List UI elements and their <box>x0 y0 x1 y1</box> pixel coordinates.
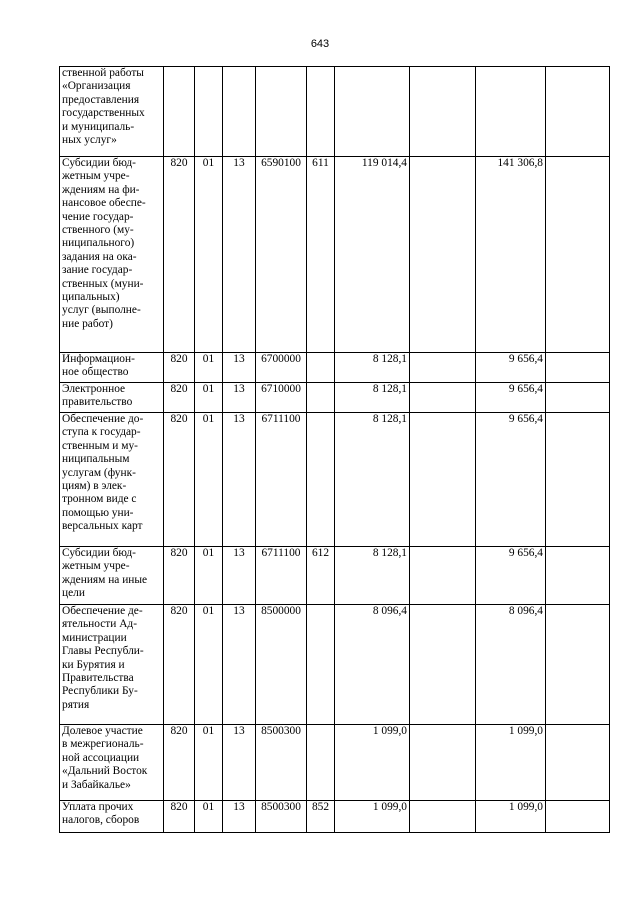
item-name-line: Информацион- <box>62 353 135 365</box>
item-name-line: министрации <box>62 631 127 644</box>
target-article-cell: 8500300 <box>256 801 307 833</box>
empty-cell <box>410 383 476 413</box>
target-article-cell: 8500000 <box>256 605 307 725</box>
ministry-cell: 820 <box>164 157 195 353</box>
empty-cell <box>546 383 610 413</box>
item-name-line: ной ассоциации <box>62 751 140 764</box>
subsection-cell: 13 <box>223 383 256 413</box>
item-name-line: ное общество <box>62 366 129 379</box>
empty-cell <box>546 353 610 383</box>
table-row <box>60 383 610 413</box>
item-name-line: «Дальний Восток <box>62 765 148 778</box>
target-article-cell <box>256 67 307 157</box>
item-name-cell <box>60 413 164 547</box>
amount-second-year-cell: 1 099,0 <box>476 801 546 833</box>
ministry-cell <box>164 67 195 157</box>
ministry-cell: 820 <box>164 725 195 801</box>
item-name-line: Уплата прочих <box>62 801 134 813</box>
amount-second-year-cell: 9 656,4 <box>476 383 546 413</box>
empty-cell <box>410 157 476 353</box>
item-name-line: ственных (муни- <box>62 277 144 290</box>
empty-cell <box>546 801 610 833</box>
amount-first-year-cell: 119 014,4 <box>335 157 410 353</box>
item-name-line: ниципальным <box>62 453 130 466</box>
amount-first-year-cell: 1 099,0 <box>335 725 410 801</box>
item-name-line: ственного (му- <box>62 224 134 237</box>
item-name-line: и муниципаль- <box>62 120 135 133</box>
table-row <box>60 353 610 383</box>
table-row <box>60 547 610 605</box>
item-name-line: Главы Республи- <box>62 645 144 658</box>
amount-first-year-cell <box>335 67 410 157</box>
item-name-line: налогов, сборов <box>62 814 140 827</box>
empty-cell <box>546 547 610 605</box>
item-name-line: услугам (функ- <box>62 466 136 479</box>
target-article-cell: 6700000 <box>256 353 307 383</box>
amount-second-year-cell: 9 656,4 <box>476 353 546 383</box>
item-name-line: рятия <box>62 698 90 711</box>
table-row <box>60 157 610 353</box>
ministry-cell: 820 <box>164 801 195 833</box>
item-name-line: Субсидии бюд- <box>62 547 136 559</box>
item-name-line: ние работ) <box>62 317 113 330</box>
amount-second-year-cell: 141 306,8 <box>476 157 546 353</box>
item-name-line: ятельности Ад- <box>62 618 138 631</box>
subsection-cell: 13 <box>223 547 256 605</box>
table-body <box>60 67 610 833</box>
item-name-line: и Забайкалье» <box>62 778 131 791</box>
amount-second-year-cell: 9 656,4 <box>476 547 546 605</box>
expense-type-cell <box>307 383 335 413</box>
item-name-cell <box>60 801 164 833</box>
item-name-line: ных услуг» <box>62 134 117 147</box>
amount-first-year-cell: 8 096,4 <box>335 605 410 725</box>
table-row <box>60 67 610 157</box>
section-cell: 01 <box>195 725 223 801</box>
ministry-cell: 820 <box>164 383 195 413</box>
table-row <box>60 801 610 833</box>
empty-cell <box>410 413 476 547</box>
item-name-line: ступа к государ- <box>62 426 141 439</box>
item-name-line: правительство <box>62 396 133 409</box>
item-name-line: Республики Бу- <box>62 685 138 698</box>
item-name-line: жетным учре- <box>62 560 130 573</box>
item-name-line: предоставления <box>62 93 140 106</box>
table-row <box>60 605 610 725</box>
item-name-cell <box>60 605 164 725</box>
item-name-line: версальных карт <box>62 520 143 533</box>
expense-type-cell <box>307 353 335 383</box>
ministry-cell: 820 <box>164 413 195 547</box>
item-name-line: Правительства <box>62 672 134 685</box>
item-name-line: зание государ- <box>62 264 133 277</box>
item-name-line: государственных <box>62 107 145 120</box>
item-name-cell <box>60 67 164 157</box>
subsection-cell: 13 <box>223 801 256 833</box>
section-cell: 01 <box>195 383 223 413</box>
item-name-line: ки Бурятия и <box>62 658 125 671</box>
item-name-line: ждениям на фи- <box>62 183 140 196</box>
expense-type-cell <box>307 605 335 725</box>
item-name-line: циям) в элек- <box>62 480 127 493</box>
item-name-line: жетным учре- <box>62 170 130 183</box>
subsection-cell: 13 <box>223 353 256 383</box>
item-name-line: ниципального) <box>62 237 135 250</box>
ministry-cell: 820 <box>164 605 195 725</box>
item-name-line: Долевое участие <box>62 725 143 737</box>
page-number: 643 <box>310 38 330 50</box>
empty-cell <box>410 353 476 383</box>
item-name-line: чение государ- <box>62 210 134 223</box>
section-cell: 01 <box>195 157 223 353</box>
section-cell: 01 <box>195 801 223 833</box>
expense-type-cell: 852 <box>307 801 335 833</box>
section-cell <box>195 67 223 157</box>
section-cell: 01 <box>195 413 223 547</box>
amount-first-year-cell: 8 128,1 <box>335 413 410 547</box>
expense-type-cell: 612 <box>307 547 335 605</box>
empty-cell <box>410 67 476 157</box>
item-name-line: ждениям на иные <box>62 573 148 586</box>
item-name-cell <box>60 383 164 413</box>
empty-cell <box>410 725 476 801</box>
subsection-cell <box>223 67 256 157</box>
item-name-line: ственным и му- <box>62 439 138 452</box>
empty-cell <box>546 67 610 157</box>
target-article-cell: 6710000 <box>256 383 307 413</box>
item-name-line: задания на ока- <box>62 250 137 263</box>
amount-first-year-cell: 8 128,1 <box>335 383 410 413</box>
item-name-line: Субсидии бюд- <box>62 157 136 169</box>
subsection-cell: 13 <box>223 413 256 547</box>
item-name-line: ственной работы <box>62 67 144 79</box>
item-name-line: «Организация <box>62 80 131 93</box>
item-name-line: Обеспечение до- <box>62 413 144 425</box>
expense-type-cell <box>307 67 335 157</box>
target-article-cell: 6590100 <box>256 157 307 353</box>
empty-cell <box>546 605 610 725</box>
section-cell: 01 <box>195 605 223 725</box>
item-name-cell <box>60 547 164 605</box>
expense-type-cell: 611 <box>307 157 335 353</box>
table-row <box>60 725 610 801</box>
section-cell: 01 <box>195 547 223 605</box>
amount-first-year-cell: 8 128,1 <box>335 547 410 605</box>
item-name-cell <box>60 353 164 383</box>
item-name-line: помощью уни- <box>62 506 134 519</box>
ministry-cell: 820 <box>164 547 195 605</box>
item-name-line: ципальных) <box>62 291 120 304</box>
empty-cell <box>410 801 476 833</box>
ministry-cell: 820 <box>164 353 195 383</box>
item-name-line: Обеспечение де- <box>62 605 143 617</box>
amount-first-year-cell: 1 099,0 <box>335 801 410 833</box>
empty-cell <box>546 413 610 547</box>
empty-cell <box>546 725 610 801</box>
subsection-cell: 13 <box>223 725 256 801</box>
item-name-line: услуг (выполне- <box>62 304 141 317</box>
item-name-line: тронном виде с <box>62 493 137 506</box>
item-name-line: цели <box>62 587 85 600</box>
amount-first-year-cell: 8 128,1 <box>335 353 410 383</box>
item-name-cell <box>60 725 164 801</box>
target-article-cell: 6711100 <box>256 413 307 547</box>
expense-type-cell <box>307 725 335 801</box>
target-article-cell: 6711100 <box>256 547 307 605</box>
empty-cell <box>546 157 610 353</box>
section-cell: 01 <box>195 353 223 383</box>
table-row <box>60 413 610 547</box>
subsection-cell: 13 <box>223 157 256 353</box>
amount-second-year-cell: 9 656,4 <box>476 413 546 547</box>
subsection-cell: 13 <box>223 605 256 725</box>
item-name-line: в межрегиональ- <box>62 738 144 751</box>
item-name-line: Электронное <box>62 383 126 395</box>
empty-cell <box>410 547 476 605</box>
target-article-cell: 8500300 <box>256 725 307 801</box>
amount-second-year-cell: 8 096,4 <box>476 605 546 725</box>
amount-second-year-cell: 1 099,0 <box>476 725 546 801</box>
empty-cell <box>410 605 476 725</box>
amount-second-year-cell <box>476 67 546 157</box>
expense-type-cell <box>307 413 335 547</box>
item-name-cell <box>60 157 164 353</box>
item-name-line: нансовое обеспе- <box>62 197 146 210</box>
budget-table <box>59 66 610 833</box>
